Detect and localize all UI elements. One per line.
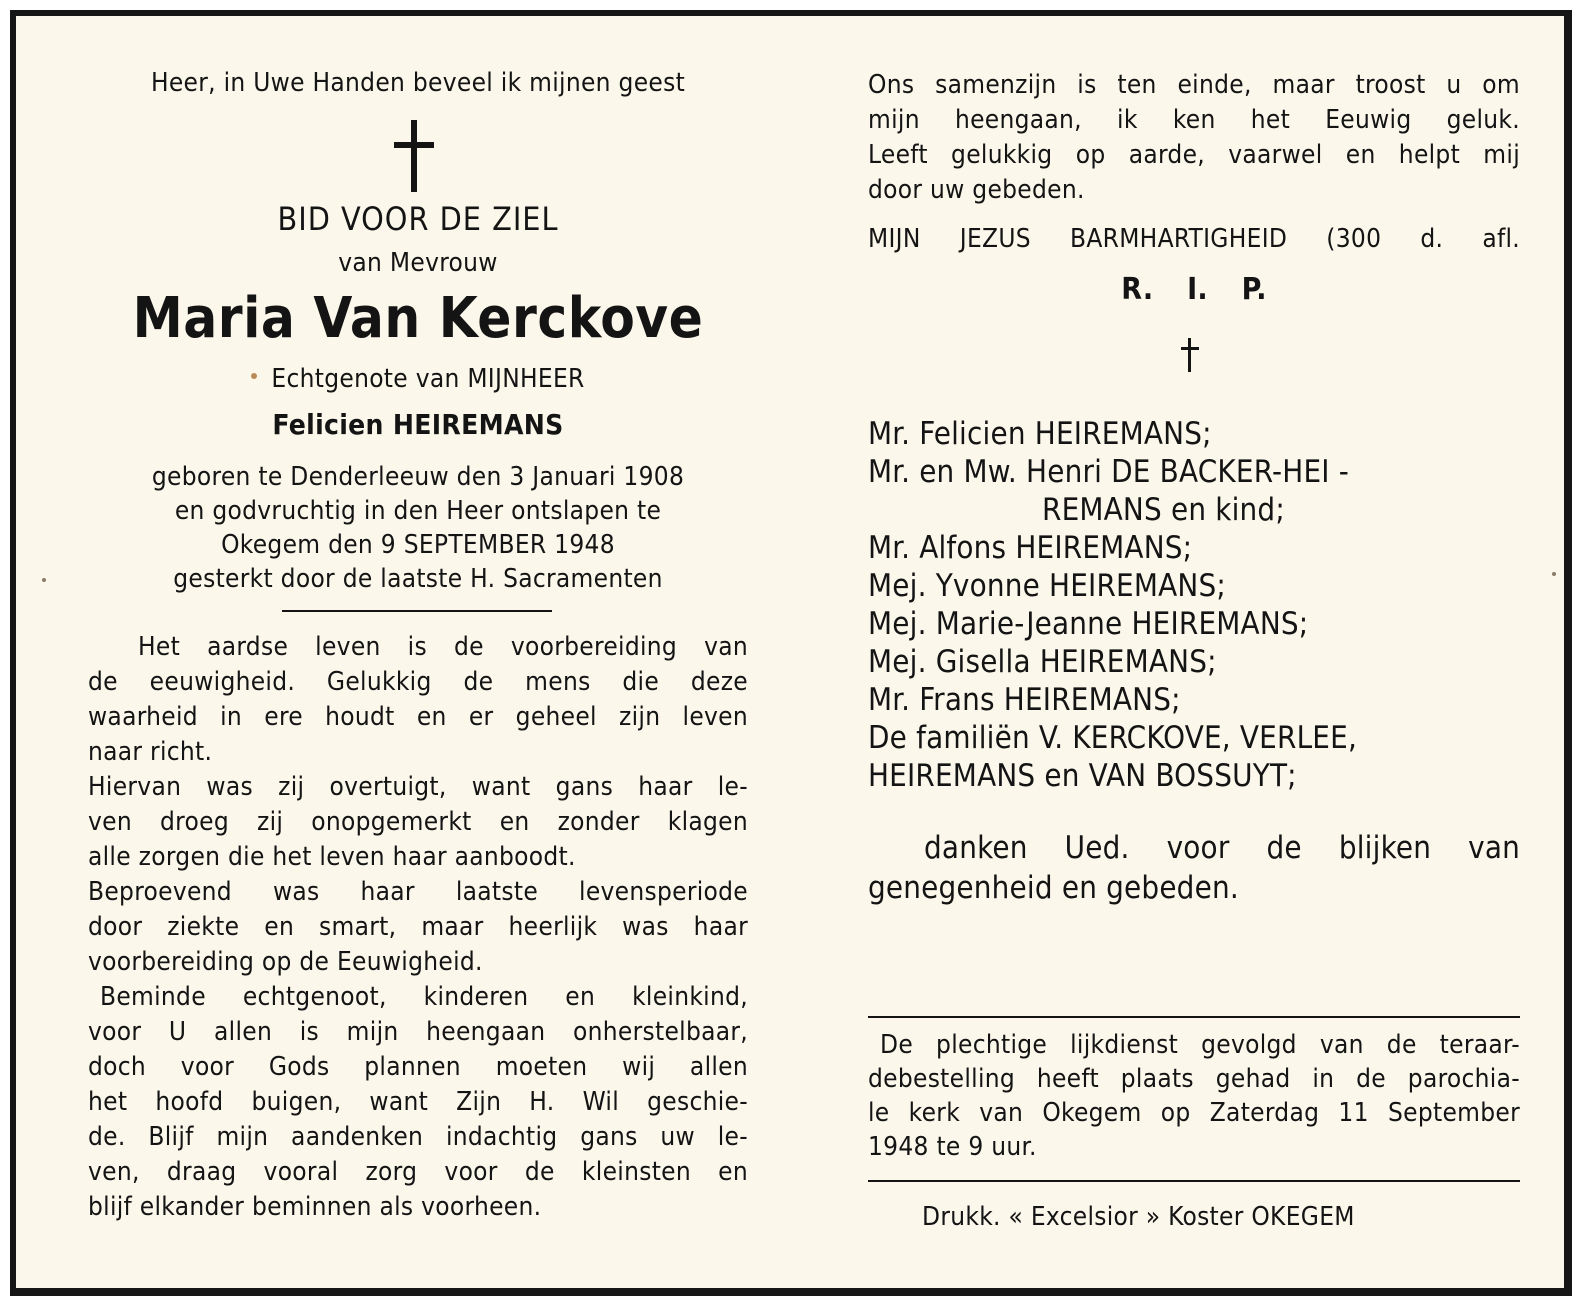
family-line: Mr. Alfons HEIREMANS; — [868, 530, 1193, 566]
divider — [868, 1180, 1520, 1182]
body-line: Beminde echtgenoot, kinderen en kleinkind, — [100, 982, 748, 1012]
psalm-line: Heer, in Uwe Handen beveel ik mijnen geest — [150, 68, 686, 98]
family-line: HEIREMANS en VAN BOSSUYT; — [868, 758, 1297, 794]
thanks-line: danken Ued. voor de blijken van — [924, 830, 1520, 866]
poem-line: Leeft gelukkig op aarde, vaarwel en helpt mij — [868, 140, 1520, 170]
body-line: ven droeg zij onopgemerkt en zonder klagen — [88, 807, 748, 837]
service-line: le kerk van Okegem op Zaterdag 11 September — [868, 1098, 1520, 1128]
family-line: Mej. Gisella HEIREMANS; — [868, 644, 1217, 680]
family-line: Mej. Yvonne HEIREMANS; — [868, 568, 1226, 604]
family-line: De familiën V. KERCKOVE, VERLEE, — [868, 720, 1358, 756]
service-line: De plechtige lijkdienst gevolgd van de teraar- — [880, 1030, 1520, 1060]
cross-icon — [394, 120, 434, 192]
body-line: de. Blijf mijn aandenken indachtig gans uw le- — [88, 1122, 748, 1152]
body-line: voor U allen is mijn heengaan onherstelbaar, — [88, 1017, 748, 1047]
body-line: waarheid in ere houdt en er geheel zijn leven — [88, 702, 748, 732]
spouse-label — [88, 364, 748, 394]
poem-line: Ons samenzijn is ten einde, maar troost u om — [868, 70, 1520, 100]
body-line: ven, draag vooral zorg voor de kleinsten en — [88, 1157, 748, 1187]
family-line: Mr. Felicien HEIREMANS; — [868, 416, 1212, 452]
mevrouw-label: van Mevrouw — [338, 248, 498, 278]
death-line-1: en godvruchtig in den Heer ontslapen te — [174, 496, 662, 526]
paper-speck — [1552, 572, 1556, 576]
body-line: doch voor Gods plannen moeten wij allen — [88, 1052, 748, 1082]
divider — [868, 1016, 1520, 1018]
body-line: blijf elkander beminnen als voorheen. — [88, 1192, 542, 1222]
body-line: het hoofd buigen, want Zijn H. Wil geschie- — [88, 1087, 748, 1117]
printer-line: Drukk. « Excelsior » Koster OKEGEM — [922, 1202, 1355, 1232]
poem-line: mijn heengaan, ik ken het Eeuwig geluk. — [868, 105, 1520, 135]
prayer-line: MIJN JEZUS BARMHARTIGHEID (300 d. afl. — [868, 224, 1520, 254]
sacraments-line: gesterkt door de laatste H. Sacramenten — [173, 564, 663, 594]
body-line: Hiervan was zij overtuigt, want gans haar le- — [88, 772, 748, 802]
body-line: voorbereiding op de Eeuwigheid. — [88, 947, 483, 977]
body-line: de eeuwigheid. Gelukkig de mens die deze — [88, 667, 748, 697]
small-cross-icon — [1181, 338, 1199, 372]
poem-line: door uw gebeden. — [868, 175, 1085, 205]
spouse-label-text: Echtgenote van MIJNHEER — [271, 364, 585, 394]
birth-line: geboren te Denderleeuw den 3 Januari 1908 — [151, 462, 685, 492]
right-panel — [868, 16, 1520, 1288]
prayer-heading: BID VOOR DE ZIEL — [277, 200, 559, 238]
deceased-name: Maria Van Kerckove — [132, 286, 704, 351]
service-line: 1948 te 9 uur. — [868, 1132, 1037, 1162]
paper-speck — [42, 578, 46, 582]
memorial-card — [10, 10, 1572, 1296]
family-line: REMANS en kind; — [1042, 492, 1285, 528]
left-panel — [88, 16, 748, 1288]
bullet-icon — [251, 373, 257, 379]
body-line: door ziekte en smart, maar heerlijk was haar — [88, 912, 748, 942]
rip-line: R. I. P. — [1121, 272, 1267, 307]
family-line: Mr. Frans HEIREMANS; — [868, 682, 1181, 718]
body-line: Beproevend was haar laatste levensperiode — [88, 877, 748, 907]
family-line: Mr. en Mw. Henri DE BACKER-HEI - — [868, 454, 1350, 490]
service-line: debestelling heeft plaats gehad in de parochia- — [868, 1064, 1520, 1094]
thanks-line: genegenheid en gebeden. — [868, 870, 1239, 906]
divider — [282, 610, 552, 612]
body-line: alle zorgen die het leven haar aanboodt. — [88, 842, 576, 872]
body-line: Het aardse leven is de voorbereiding van — [138, 632, 748, 662]
family-line: Mej. Marie-Jeanne HEIREMANS; — [868, 606, 1309, 642]
spouse-name: Felicien HEIREMANS — [272, 408, 564, 441]
body-line: naar richt. — [88, 737, 213, 767]
death-line-2: Okegem den 9 SEPTEMBER 1948 — [221, 530, 615, 560]
